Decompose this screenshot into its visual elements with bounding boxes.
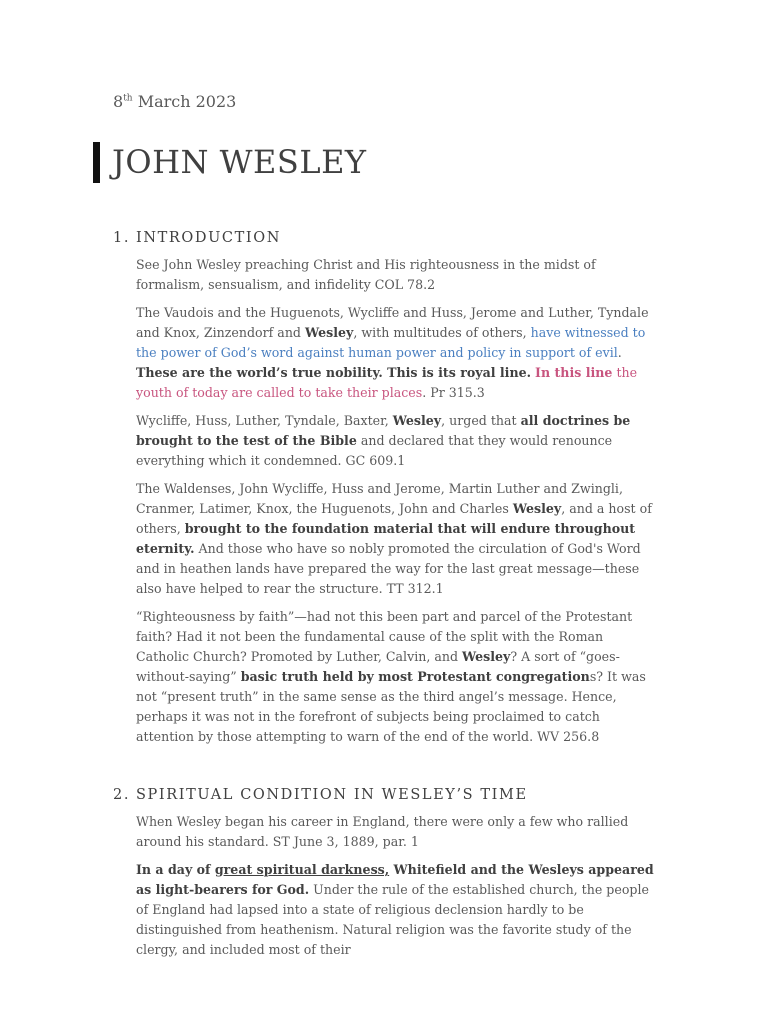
section-heading-introduction — [113, 230, 281, 246]
paragraph — [136, 479, 658, 599]
text-run: have witnessed to the power of God’s word against human power and policy in support of evil — [136, 325, 646, 360]
date-suffix: th — [123, 93, 133, 104]
text-run: , urged that — [441, 413, 521, 428]
text-run: and declared that they would renounce everything which it condemned. GC 609.1 — [136, 433, 613, 468]
text-run: ? A sort of “goes-without-saying” — [136, 649, 620, 684]
text-run: Wesley — [392, 413, 442, 428]
title-accent-bar — [93, 142, 100, 183]
paragraph — [136, 607, 658, 747]
paragraph — [136, 411, 658, 471]
text-run: The Waldenses, John Wycliffe, Huss and Jerome, Martin Luther and Zwingli, Cranmer, Latimer, Knox, the Huguenots, John and Charles — [136, 481, 623, 516]
text-run: And those who have so nobly promoted the circulation of God's Word and in heathen lands have prepared the way for the last great message—these also have helped to rear the structure. TT 312.1 — [136, 541, 641, 596]
date-day: 8 — [113, 92, 124, 111]
section-heading-text: SPIRITUAL CONDITION IN WESLEY’S TIME — [136, 787, 528, 803]
text-run: Whitefield and the Wesleys appeared as light-bearers for God. — [136, 862, 654, 897]
text-run: “Righteousness by faith”—had not this been part and parcel of the Protestant faith? Had it not been the fundamental cause of the split with the Roman Catholic Church? Promoted by Luther, Calvin, and — [136, 609, 633, 664]
title-block — [93, 142, 367, 183]
text-run: great spiritual darkness, — [214, 862, 390, 877]
section-heading-text: INTRODUCTION — [136, 230, 282, 246]
text-run: Under the rule of the established church, the people of England had lapsed into a state of religious declension hardly to be distinguished from heathenism. Natural religion was the favorite study of the clergy, and included most of their — [136, 882, 649, 957]
text-run: When Wesley began his career in England, there were only a few who rallied around his standard. ST June 3, 1889, par. 1 — [136, 814, 629, 849]
text-run: all doctrines be brought to the test of the Bible — [136, 413, 631, 448]
section-body-introduction — [136, 255, 658, 755]
text-run: brought to the foundation material that will endure throughout eternity. — [136, 521, 636, 556]
text-run: In a day of — [136, 862, 215, 877]
document-title: JOHN WESLEY — [112, 143, 367, 181]
date-month-year: March 2023 — [132, 92, 237, 111]
paragraph — [136, 255, 658, 295]
text-run: See John Wesley preaching Christ and His righteousness in the midst of formalism, sensualism, and infidelity COL 78.2 — [136, 257, 596, 292]
paragraph — [136, 812, 658, 852]
text-run: Wycliffe, Huss, Luther, Tyndale, Baxter, — [136, 413, 393, 428]
paragraph — [136, 303, 658, 403]
text-run: Wesley — [462, 649, 511, 664]
section-number: 2. — [113, 787, 131, 803]
text-run: , and a host of others, — [136, 501, 652, 536]
text-run: s? It was not “present truth” in the same sense as the third angel’s message. Hence, perhaps it was not in the forefront of subjects being proclaimed to catch attention by those attempting to warn of the end of the world. WV 256.8 — [136, 669, 646, 744]
section-body-spiritual-condition — [136, 812, 658, 968]
text-run: , with multitudes of others, — [353, 325, 531, 340]
document-date — [113, 92, 236, 111]
text-run: basic truth held by most Protestant congregation — [240, 669, 590, 684]
text-run: the youth of today are called to take their places — [136, 365, 638, 400]
text-run: Wesley — [305, 325, 354, 340]
section-heading-spiritual-condition — [113, 787, 528, 803]
text-run: The Vaudois and the Huguenots, Wycliffe and Huss, Jerome and Luther, Tyndale and Knox, Zinzendorf and — [136, 305, 649, 340]
text-run: Wesley — [512, 501, 562, 516]
text-run: These are the world’s true nobility. This is its royal line. — [136, 365, 532, 380]
text-run: . — [617, 345, 622, 360]
text-run: . Pr 315.3 — [422, 385, 485, 400]
text-run: In this line — [535, 365, 613, 380]
section-number: 1. — [113, 230, 131, 246]
paragraph — [136, 860, 658, 960]
